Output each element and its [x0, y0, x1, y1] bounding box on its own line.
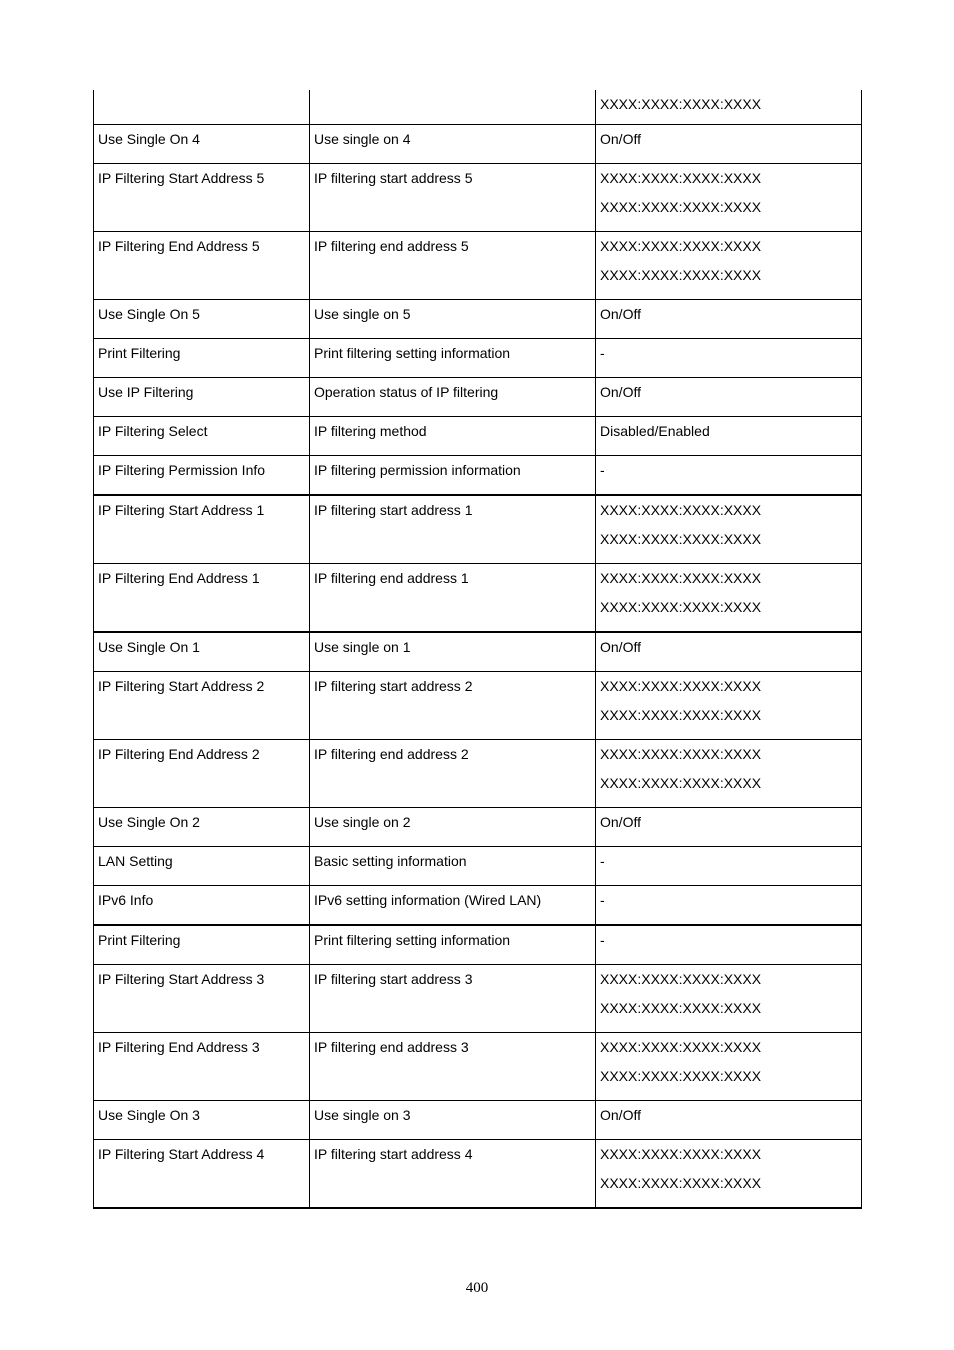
setting-value-cell: [596, 886, 862, 926]
setting-value-cell: [596, 125, 862, 164]
setting-value-cell: [596, 564, 862, 633]
setting-description-cell: IP filtering start address 5: [310, 164, 596, 232]
setting-description-cell: IP filtering method: [310, 417, 596, 456]
setting-name-cell: Use Single On 2: [94, 808, 310, 847]
setting-value-cell: [596, 495, 862, 564]
setting-value-cell: [596, 965, 862, 1033]
page-number: 400: [465, 1280, 489, 1296]
setting-value-line: XXXX:XXXX:XXXX:XXXX: [600, 1175, 762, 1191]
setting-value-line: XXXX:XXXX:XXXX:XXXX: [600, 1146, 762, 1162]
setting-value-line: On/Off: [600, 814, 641, 830]
setting-name-cell: IP Filtering Start Address 5: [94, 164, 310, 232]
setting-name-cell: IP Filtering Start Address 2: [94, 672, 310, 740]
table-row: [94, 125, 862, 164]
setting-value-cell: [596, 1101, 862, 1140]
setting-name-cell: Print Filtering: [94, 925, 310, 965]
setting-value-cell: [596, 164, 862, 232]
setting-description-cell: IP filtering end address 5: [310, 232, 596, 300]
table-row: [94, 417, 862, 456]
setting-value-cell: [596, 808, 862, 847]
setting-value-cell: [596, 740, 862, 808]
setting-description-cell: IP filtering start address 3: [310, 965, 596, 1033]
setting-value-line: On/Off: [600, 639, 641, 655]
settings-table-wrapper: [93, 90, 861, 1209]
setting-description-cell: IP filtering end address 2: [310, 740, 596, 808]
setting-description-cell: IPv6 setting information (Wired LAN): [310, 886, 596, 926]
setting-description-cell: Use single on 4: [310, 125, 596, 164]
setting-name-cell: Print Filtering: [94, 339, 310, 378]
setting-value-line: XXXX:XXXX:XXXX:XXXX: [600, 199, 762, 215]
setting-value-line: Disabled/Enabled: [600, 423, 710, 439]
setting-name-cell: Use Single On 1: [94, 632, 310, 672]
table-row: [94, 232, 862, 300]
setting-description-cell: Print filtering setting information: [310, 339, 596, 378]
setting-description-cell: Print filtering setting information: [310, 925, 596, 965]
setting-name-cell: LAN Setting: [94, 847, 310, 886]
table-row: [94, 378, 862, 417]
setting-value-cell: [596, 90, 862, 125]
setting-value-cell: [596, 378, 862, 417]
table-row: [94, 1101, 862, 1140]
setting-description-cell: IP filtering start address 1: [310, 495, 596, 564]
setting-value-line: -: [600, 892, 605, 908]
setting-value-line: On/Off: [600, 131, 641, 147]
table-row: [94, 740, 862, 808]
setting-value-line: XXXX:XXXX:XXXX:XXXX: [600, 96, 762, 112]
setting-name-cell: IP Filtering End Address 5: [94, 232, 310, 300]
setting-description-cell: Use single on 3: [310, 1101, 596, 1140]
setting-name-cell: IP Filtering End Address 3: [94, 1033, 310, 1101]
setting-name-cell: IPv6 Info: [94, 886, 310, 926]
setting-value-cell: [596, 339, 862, 378]
setting-name-cell: Use Single On 5: [94, 300, 310, 339]
settings-table: [93, 90, 862, 1209]
table-row: [94, 847, 862, 886]
setting-value-line: On/Off: [600, 306, 641, 322]
table-row: [94, 965, 862, 1033]
setting-value-cell: [596, 417, 862, 456]
setting-value-line: -: [600, 345, 605, 361]
setting-value-line: XXXX:XXXX:XXXX:XXXX: [600, 1039, 762, 1055]
setting-description-cell: IP filtering end address 3: [310, 1033, 596, 1101]
setting-name-cell: IP Filtering End Address 1: [94, 564, 310, 633]
table-row: [94, 886, 862, 926]
setting-value-line: XXXX:XXXX:XXXX:XXXX: [600, 267, 762, 283]
settings-table-body: [94, 90, 862, 1208]
setting-name-cell: Use Single On 3: [94, 1101, 310, 1140]
setting-value-line: XXXX:XXXX:XXXX:XXXX: [600, 570, 762, 586]
table-row: [94, 164, 862, 232]
setting-value-line: XXXX:XXXX:XXXX:XXXX: [600, 502, 762, 518]
setting-value-line: -: [600, 462, 605, 478]
table-row: [94, 339, 862, 378]
setting-value-cell: [596, 232, 862, 300]
table-row: [94, 300, 862, 339]
table-row: [94, 632, 862, 672]
setting-value-line: XXXX:XXXX:XXXX:XXXX: [600, 1068, 762, 1084]
setting-value-cell: [596, 847, 862, 886]
setting-value-line: XXXX:XXXX:XXXX:XXXX: [600, 238, 762, 254]
setting-description-cell: Use single on 1: [310, 632, 596, 672]
setting-value-line: XXXX:XXXX:XXXX:XXXX: [600, 170, 762, 186]
table-row: [94, 495, 862, 564]
setting-name-cell: Use IP Filtering: [94, 378, 310, 417]
setting-description-cell: [310, 90, 596, 125]
table-row: [94, 564, 862, 633]
setting-name-cell: IP Filtering Select: [94, 417, 310, 456]
table-row: [94, 808, 862, 847]
setting-description-cell: Operation status of IP filtering: [310, 378, 596, 417]
table-row: [94, 90, 862, 125]
setting-value-cell: [596, 456, 862, 496]
setting-value-cell: [596, 672, 862, 740]
table-row: [94, 925, 862, 965]
setting-value-line: XXXX:XXXX:XXXX:XXXX: [600, 1000, 762, 1016]
setting-value-line: XXXX:XXXX:XXXX:XXXX: [600, 707, 762, 723]
setting-value-cell: [596, 1140, 862, 1209]
setting-value-line: XXXX:XXXX:XXXX:XXXX: [600, 746, 762, 762]
setting-value-line: On/Off: [600, 1107, 641, 1123]
setting-description-cell: Use single on 5: [310, 300, 596, 339]
setting-value-cell: [596, 300, 862, 339]
setting-description-cell: IP filtering permission information: [310, 456, 596, 496]
table-row: [94, 672, 862, 740]
setting-value-line: -: [600, 853, 605, 869]
setting-description-cell: Basic setting information: [310, 847, 596, 886]
table-row: [94, 1033, 862, 1101]
table-row: [94, 1140, 862, 1209]
setting-value-cell: [596, 1033, 862, 1101]
setting-description-cell: IP filtering start address 4: [310, 1140, 596, 1209]
setting-value-line: XXXX:XXXX:XXXX:XXXX: [600, 531, 762, 547]
setting-value-cell: [596, 632, 862, 672]
table-row: [94, 456, 862, 496]
setting-value-cell: [596, 925, 862, 965]
setting-description-cell: IP filtering start address 2: [310, 672, 596, 740]
setting-value-line: XXXX:XXXX:XXXX:XXXX: [600, 678, 762, 694]
setting-name-cell: IP Filtering Start Address 4: [94, 1140, 310, 1209]
setting-description-cell: IP filtering end address 1: [310, 564, 596, 633]
setting-value-line: -: [600, 932, 605, 948]
setting-name-cell: IP Filtering Permission Info: [94, 456, 310, 496]
setting-name-cell: IP Filtering Start Address 3: [94, 965, 310, 1033]
setting-name-cell: IP Filtering End Address 2: [94, 740, 310, 808]
setting-description-cell: Use single on 2: [310, 808, 596, 847]
setting-value-line: XXXX:XXXX:XXXX:XXXX: [600, 775, 762, 791]
setting-name-cell: [94, 90, 310, 125]
setting-name-cell: Use Single On 4: [94, 125, 310, 164]
setting-value-line: XXXX:XXXX:XXXX:XXXX: [600, 599, 762, 615]
setting-name-cell: IP Filtering Start Address 1: [94, 495, 310, 564]
setting-value-line: XXXX:XXXX:XXXX:XXXX: [600, 971, 762, 987]
setting-value-line: On/Off: [600, 384, 641, 400]
